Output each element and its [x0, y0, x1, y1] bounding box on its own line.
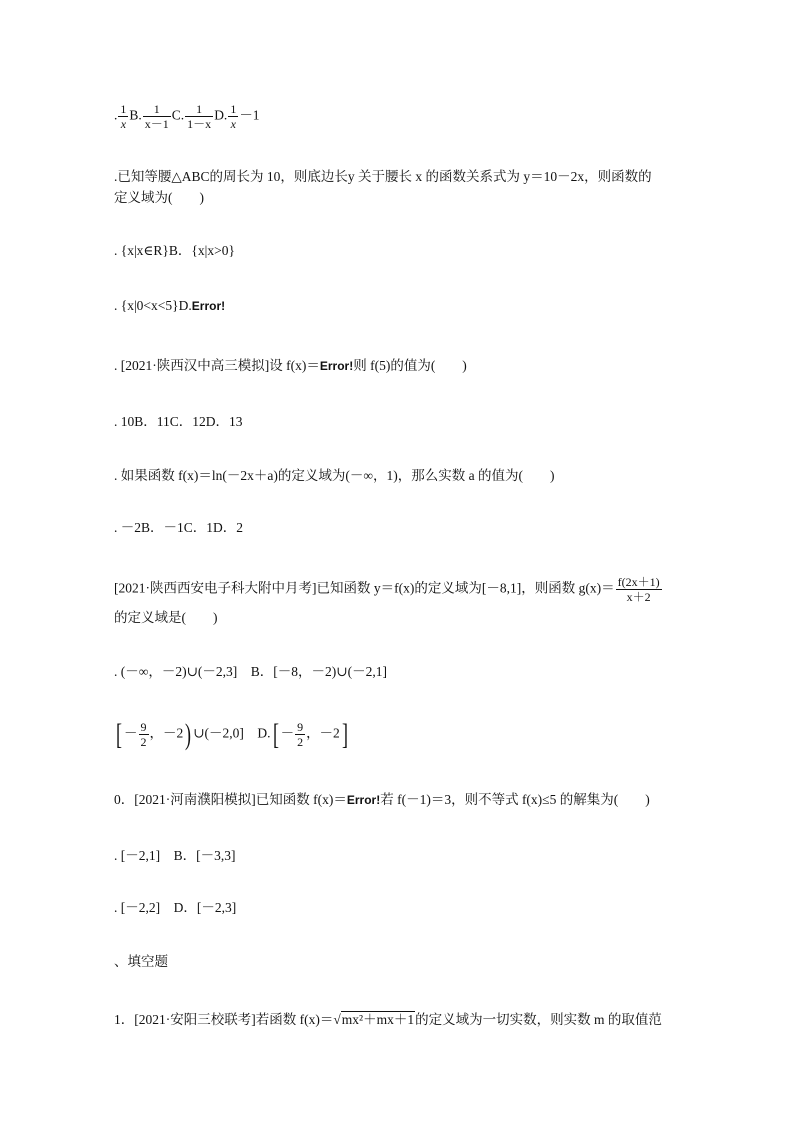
- frac-a: $\frac{1}{x}$: [120, 102, 127, 131]
- frac-d: $\frac{1}{x}$: [230, 102, 237, 131]
- question-f5: . [2021·陕西汉中高三模拟]设 f(x)＝Error!则 f(5)的值为( ): [114, 358, 467, 373]
- question-10: 0．[2021·河南濮阳模拟]已知函数 f(x)＝Error!若 f(－1)＝3，则不等式 f(x)≤5 的解集为( ): [114, 792, 650, 807]
- question-10-options-cd: . [－2,2] D．[－2,3]: [114, 900, 237, 915]
- option-c-label: C.: [171, 107, 185, 123]
- question-triangle-options-ab: . {x|x∈R}B．{x|x>0}: [114, 243, 235, 258]
- sqrt-expression: mx²＋mx＋1: [341, 1012, 415, 1027]
- paren-right-c: ): [185, 717, 192, 751]
- question-g-options-cd: [ － $\frac{9}{2}$ ，－2) ∪(－2,0] D.[ － $\frac{9}{2}$ ，－2]: [116, 717, 348, 751]
- question-10-options-ab: . [－2,1] B．[－3,3]: [114, 848, 236, 863]
- frac-c: $\frac{1}{1-x}$: [187, 102, 212, 131]
- option-d-tail: －1: [239, 107, 260, 123]
- question-ln: . 如果函数 f(x)＝ln(－2x＋a)的定义域为(－∞，1)，那么实数 a 的值为( ): [114, 468, 555, 483]
- question-f5-options: . 10B．11C．12D．13: [114, 414, 243, 429]
- option-d-label: D.: [214, 107, 228, 123]
- bracket-left-c: [: [116, 717, 122, 751]
- question-ln-options: . －2B．－1C．1D．2: [114, 520, 244, 535]
- frac-g: $\frac{f(2x+1)}{x+2}$: [617, 575, 660, 604]
- question-g-options-ab: . (－∞，－2)∪(－2,3] B．[－8，－2)∪(－2,1]: [114, 664, 387, 679]
- fraction-options: . $\frac{1}{x}$ B. $\frac{1}{x-1}$ C. $\frac{1}{1-x}$ D. $\frac{1}{x}$ －1: [114, 102, 260, 131]
- question-11: 1．[2021·安阳三校联考]若函数 f(x)＝√mx²＋mx＋1的定义域为一切实数，则实数 m 的取值范: [114, 1012, 662, 1027]
- question-g: [2021·陕西西安电子科大附中月考]已知函数 y＝f(x)的定义域为[－8,1]，则函数 g(x)＝ $\frac{f(2x+1)}{x+2}$: [114, 575, 660, 604]
- question-triangle-line1: .已知等腰△ABC的周长为 10，则底边长y 关于腰长 x 的函数关系式为 y＝10－2x，则函数的: [114, 169, 652, 184]
- frac-d9-2: $\frac{9}{2}$: [297, 720, 304, 749]
- question-triangle-options-cd: . {x|0<x<5}D.Error!: [114, 298, 226, 313]
- section-title: 、填空题: [114, 954, 168, 969]
- option-b-label: B.: [129, 107, 142, 123]
- frac-b: $\frac{1}{x-1}$: [144, 102, 169, 131]
- bracket-left-d: [: [272, 717, 279, 751]
- frac-c9-2: $\frac{9}{2}$: [140, 720, 147, 749]
- question-triangle-line2: 定义域为( ): [114, 190, 204, 205]
- bracket-right-d: ]: [341, 717, 348, 751]
- question-g-line2: 的定义域是( ): [114, 610, 218, 625]
